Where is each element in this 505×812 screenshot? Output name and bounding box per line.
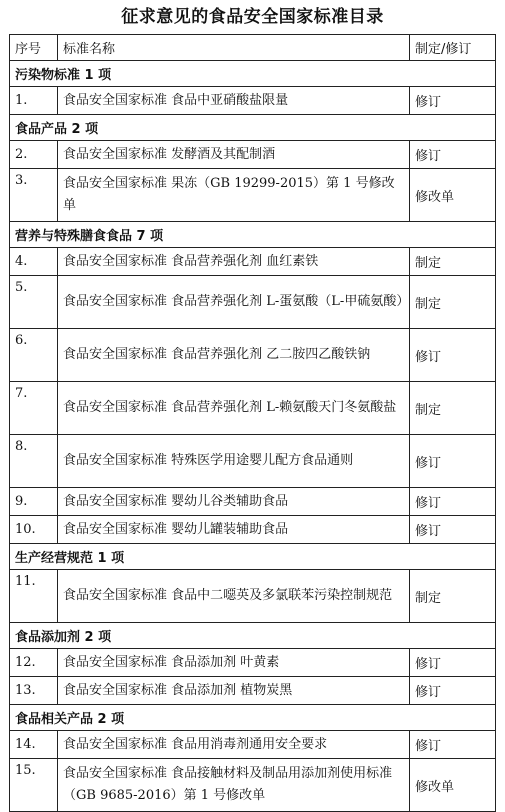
standard-name: 食品安全国家标准 食品用消毒剂通用安全要求	[58, 731, 410, 759]
header-name: 标准名称	[58, 35, 410, 61]
table-row	[10, 169, 496, 222]
status-cell: 制定	[410, 276, 496, 329]
section-title: 食品相关产品 2 项	[10, 705, 496, 731]
status-cell: 修改单	[410, 169, 496, 222]
status-cell: 修订	[410, 329, 496, 382]
standard-name: 食品安全国家标准 食品营养强化剂 乙二胺四乙酸铁钠	[58, 329, 410, 382]
header-no: 序号	[10, 35, 58, 61]
table-body	[10, 61, 496, 812]
row-number: 2.	[10, 141, 58, 169]
status-cell: 修订	[410, 435, 496, 488]
standard-name: 食品安全国家标准 食品添加剂 叶黄素	[58, 649, 410, 677]
status-cell: 修订	[410, 649, 496, 677]
section-title: 营养与特殊膳食食品 7 项	[10, 222, 496, 248]
row-number: 11.	[10, 570, 58, 623]
status-cell: 修改单	[410, 759, 496, 812]
table-row	[10, 329, 496, 382]
table-row	[10, 570, 496, 623]
table-row	[10, 488, 496, 516]
row-number: 10.	[10, 516, 58, 544]
standard-name: 食品安全国家标准 食品营养强化剂 L-蛋氨酸（L-甲硫氨酸）	[58, 276, 410, 329]
row-number: 13.	[10, 677, 58, 705]
document-title: 征求意见的食品安全国家标准目录	[121, 7, 384, 27]
table-row	[10, 731, 496, 759]
row-number: 15.	[10, 759, 58, 812]
section-row	[10, 115, 496, 141]
row-number: 5.	[10, 276, 58, 329]
status-cell: 修订	[410, 677, 496, 705]
status-cell: 修订	[410, 488, 496, 516]
section-row	[10, 705, 496, 731]
status-cell: 修订	[410, 731, 496, 759]
section-title: 生产经营规范 1 项	[10, 544, 496, 570]
standard-name: 食品安全国家标准 食品营养强化剂 血红素铁	[58, 248, 410, 276]
row-number: 6.	[10, 329, 58, 382]
standard-name: 食品安全国家标准 婴幼儿罐装辅助食品	[58, 516, 410, 544]
standard-name: 食品安全国家标准 食品中二噁英及多氯联苯污染控制规范	[58, 570, 410, 623]
row-number: 1.	[10, 87, 58, 115]
section-row	[10, 61, 496, 87]
section-title: 食品添加剂 2 项	[10, 623, 496, 649]
table-row	[10, 435, 496, 488]
standards-table	[9, 34, 496, 812]
row-number: 3.	[10, 169, 58, 222]
table-row	[10, 141, 496, 169]
table-row	[10, 87, 496, 115]
status-cell: 修订	[410, 141, 496, 169]
standard-name: 食品安全国家标准 食品中亚硝酸盐限量	[58, 87, 410, 115]
table-row	[10, 759, 496, 812]
section-title: 食品产品 2 项	[10, 115, 496, 141]
status-cell: 修订	[410, 87, 496, 115]
table-row	[10, 248, 496, 276]
standard-name: 食品安全国家标准 特殊医学用途婴儿配方食品通则	[58, 435, 410, 488]
table-header-row	[10, 35, 496, 61]
status-cell: 制定	[410, 248, 496, 276]
table-row	[10, 516, 496, 544]
standard-name: 食品安全国家标准 婴幼儿谷类辅助食品	[58, 488, 410, 516]
status-cell: 修订	[410, 516, 496, 544]
row-number: 12.	[10, 649, 58, 677]
standard-name: 食品安全国家标准 食品营养强化剂 L-赖氨酸天门冬氨酸盐	[58, 382, 410, 435]
standard-name: 食品安全国家标准 发酵酒及其配制酒	[58, 141, 410, 169]
section-title: 污染物标准 1 项	[10, 61, 496, 87]
table-row	[10, 677, 496, 705]
status-cell: 制定	[410, 382, 496, 435]
standard-name: 食品安全国家标准 食品接触材料及制品用添加剂使用标准（GB 9685-2016）第 1 号修改单	[58, 759, 410, 812]
section-row	[10, 222, 496, 248]
table-row	[10, 382, 496, 435]
section-row	[10, 623, 496, 649]
row-number: 14.	[10, 731, 58, 759]
standard-name: 食品安全国家标准 食品添加剂 植物炭黑	[58, 677, 410, 705]
status-cell: 制定	[410, 570, 496, 623]
row-number: 4.	[10, 248, 58, 276]
section-row	[10, 544, 496, 570]
standard-name: 食品安全国家标准 果冻（GB 19299-2015）第 1 号修改单	[58, 169, 410, 222]
table-row	[10, 649, 496, 677]
row-number: 9.	[10, 488, 58, 516]
row-number: 7.	[10, 382, 58, 435]
header-status: 制定/修订	[410, 35, 496, 61]
table-row	[10, 276, 496, 329]
row-number: 8.	[10, 435, 58, 488]
